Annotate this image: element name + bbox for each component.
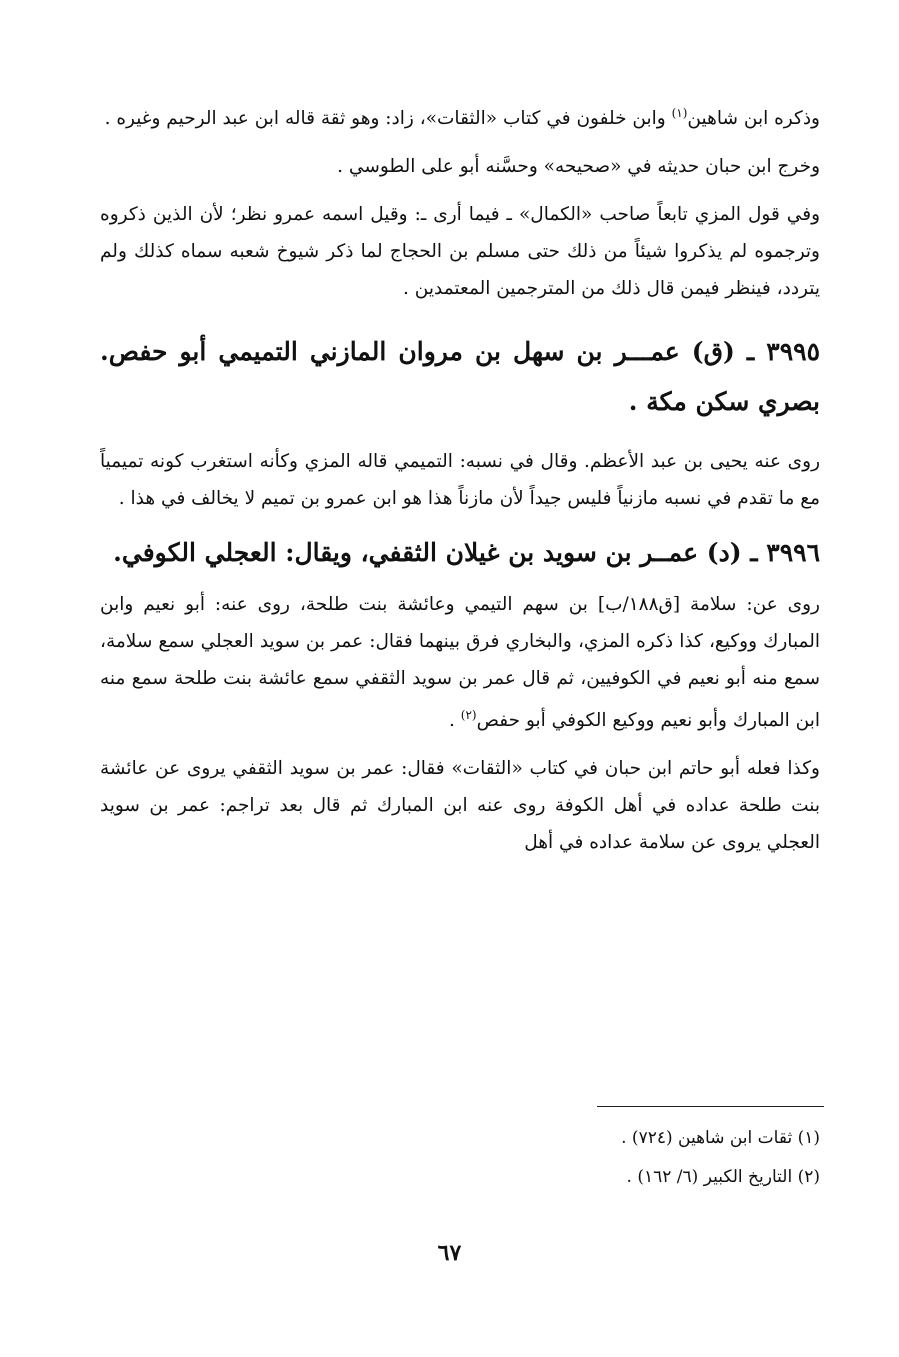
paragraph-ibn-hibban: وخرج ابن حبان حديثه في «صحيحه» وحسَّنه أبو على الطوسي . bbox=[337, 156, 820, 178]
entry-3996-title: ٣٩٩٦ ـ (د) عمــر بن سويد بن غيلان الثقفي، ويقال: العجلي الكوفي. bbox=[113, 538, 820, 568]
footnote-ref: (٢) bbox=[460, 708, 477, 723]
footnote-ref: (١) bbox=[671, 106, 688, 120]
paragraph-text: وابن خلفون في كتاب «الثقات»، زاد: وهو ثقة قاله ابن عبد الرحيم وغيره . bbox=[104, 108, 672, 130]
entry-3995-title: ٣٩٩٥ ـ (ق) عمـــر بن سهل بن مروان المازني التميمي أبو حفص. بصري سكن مكة . bbox=[100, 337, 820, 417]
paragraph-text: . bbox=[449, 710, 461, 732]
entry-3996-body bbox=[100, 586, 820, 739]
page-body bbox=[100, 95, 820, 872]
footnote-2: (٢) التاريخ الكبير (٦/ ١٦٢) . bbox=[626, 1167, 820, 1187]
paragraph-ibn-shahin bbox=[100, 95, 820, 137]
paragraph-text: وذكره ابن شاهين bbox=[687, 108, 820, 130]
entry-3995-body: روى عنه يحيى بن عبد الأعظم. وقال في نسبه: التميمي قاله المزي وكأنه استغرب كونه تميمياً مع ما تقدم في نسبه مازنياً فليس جيداً لأن مازناً هذا هو ابن عمرو بن تميم لا يخالف في هذا . bbox=[100, 451, 820, 510]
paragraph-mizzi-remark: وفي قول المزي تابعاً صاحب «الكمال» ـ فيما أرى ـ: وقيل اسمه عمرو نظر؛ لأن الذين ذكروه وترجموه لم يذكروا شيئاً من ذلك حتى مسلم بن الحجاج لما ذكر شيوخ شعبه سماه كذلك ولم يتردد، فينظر فيمن قال ذلك من المترجمين المعتمدين . bbox=[100, 204, 820, 300]
entry-3996-body-continued: وكذا فعله أبو حاتم ابن حبان في كتاب «الثقات» فقال: عمر بن سويد الثقفي يروى عن عائشة بنت طلحة عداده في أهل الكوفة روى عنه ابن المبارك ثم قال بعد تراجم: عمر بن سويد العجلي يروى عن سلامة عداده في أهل bbox=[100, 758, 820, 854]
footnote-divider bbox=[597, 1106, 824, 1107]
footnote-1: (١) ثقات ابن شاهين (٧٢٤) . bbox=[621, 1128, 820, 1148]
footnotes bbox=[100, 1120, 820, 1198]
page-number: ٦٧ bbox=[437, 1240, 462, 1266]
paragraph-text: روى عن: سلامة [ق١٨٨/ب] بن سهم التيمي وعائشة بنت طلحة، روى عنه: أبو نعيم وابن المبارك ووكيع، كذا ذكره المزي، والبخاري فرق بينهما فقال: عمر بن سويد العجلي سمع سلامة، سمع منه أبو نعيم في الكوفيين، ثم قال عمر بن سويد الثقفي سمع عائشة بنت طلحة سمع منه ابن المبارك وأبو نعيم ووكيع الكوفي أبو حفص bbox=[100, 594, 820, 732]
